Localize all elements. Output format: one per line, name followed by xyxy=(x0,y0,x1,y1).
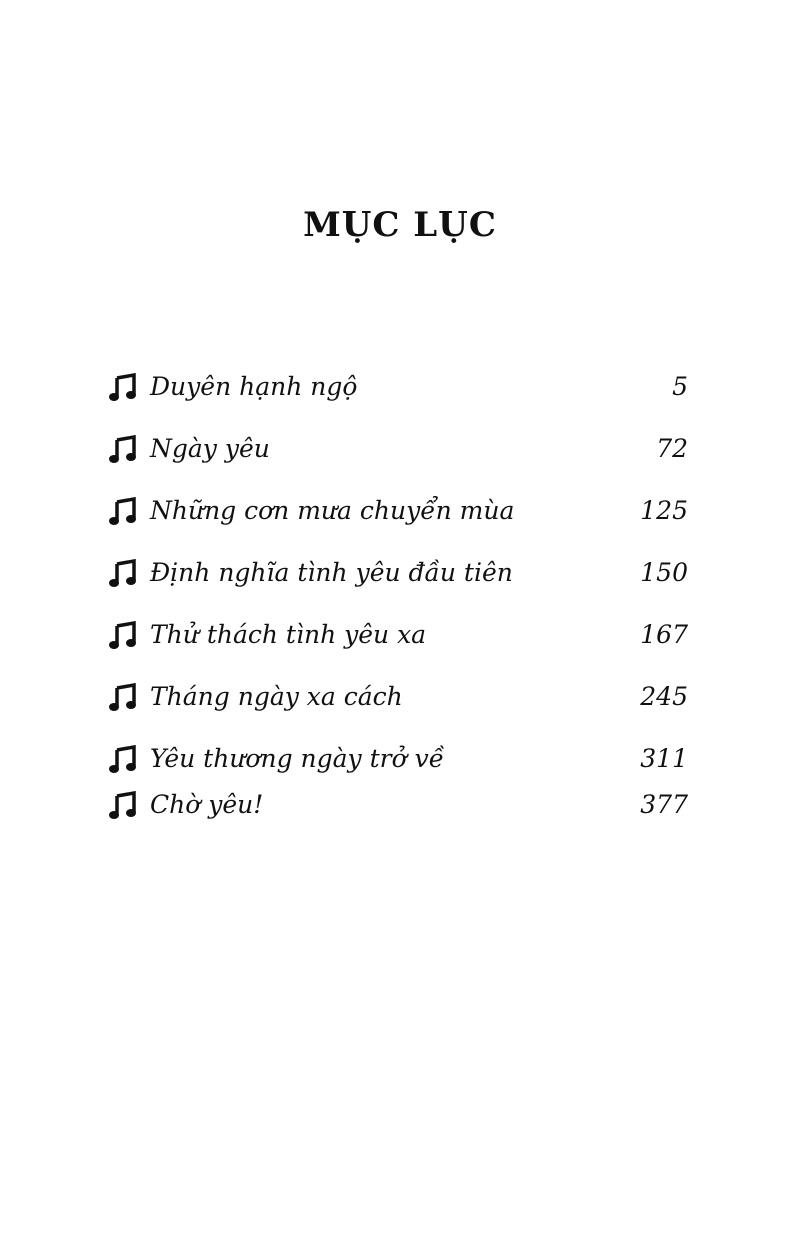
toc-entry-page: 377 xyxy=(640,790,688,819)
music-note-icon xyxy=(108,373,138,403)
music-note-icon xyxy=(108,791,138,821)
music-note-icon xyxy=(108,621,138,651)
toc-entry-title: Duyên hạnh ngộ xyxy=(150,372,358,401)
toc-entry[interactable] xyxy=(108,678,688,718)
toc-entry-title: Chờ yêu! xyxy=(150,790,264,819)
toc-entry-title: Thử thách tình yêu xa xyxy=(150,620,427,649)
toc-entry-page: 150 xyxy=(640,558,688,587)
toc-entry[interactable] xyxy=(108,616,688,656)
toc-entry-title: Tháng ngày xa cách xyxy=(150,682,403,711)
toc-entry[interactable] xyxy=(108,368,688,408)
toc-entry[interactable] xyxy=(108,740,688,780)
page-title: MỤC LỤC xyxy=(303,205,497,245)
music-note-icon xyxy=(108,745,138,775)
toc-entry-title: Định nghĩa tình yêu đầu tiên xyxy=(150,558,513,587)
toc-entry-title: Những cơn mưa chuyển mùa xyxy=(150,496,515,525)
music-note-icon xyxy=(108,559,138,589)
toc-entry-title: Ngày yêu xyxy=(150,434,270,463)
toc-entry[interactable] xyxy=(108,492,688,532)
music-note-icon xyxy=(108,683,138,713)
toc-entry-title: Yêu thương ngày trở về xyxy=(150,744,445,773)
toc-entry-page: 245 xyxy=(640,682,688,711)
toc-entry[interactable] xyxy=(108,554,688,594)
toc-entry-page: 72 xyxy=(656,434,688,463)
toc-entry[interactable] xyxy=(108,430,688,470)
toc-entry[interactable] xyxy=(108,786,688,826)
music-note-icon xyxy=(108,497,138,527)
toc-entry-page: 125 xyxy=(640,496,688,525)
toc-entry-page: 311 xyxy=(640,744,688,773)
toc-entry-page: 5 xyxy=(672,372,688,401)
toc-entry-page: 167 xyxy=(640,620,688,649)
music-note-icon xyxy=(108,435,138,465)
